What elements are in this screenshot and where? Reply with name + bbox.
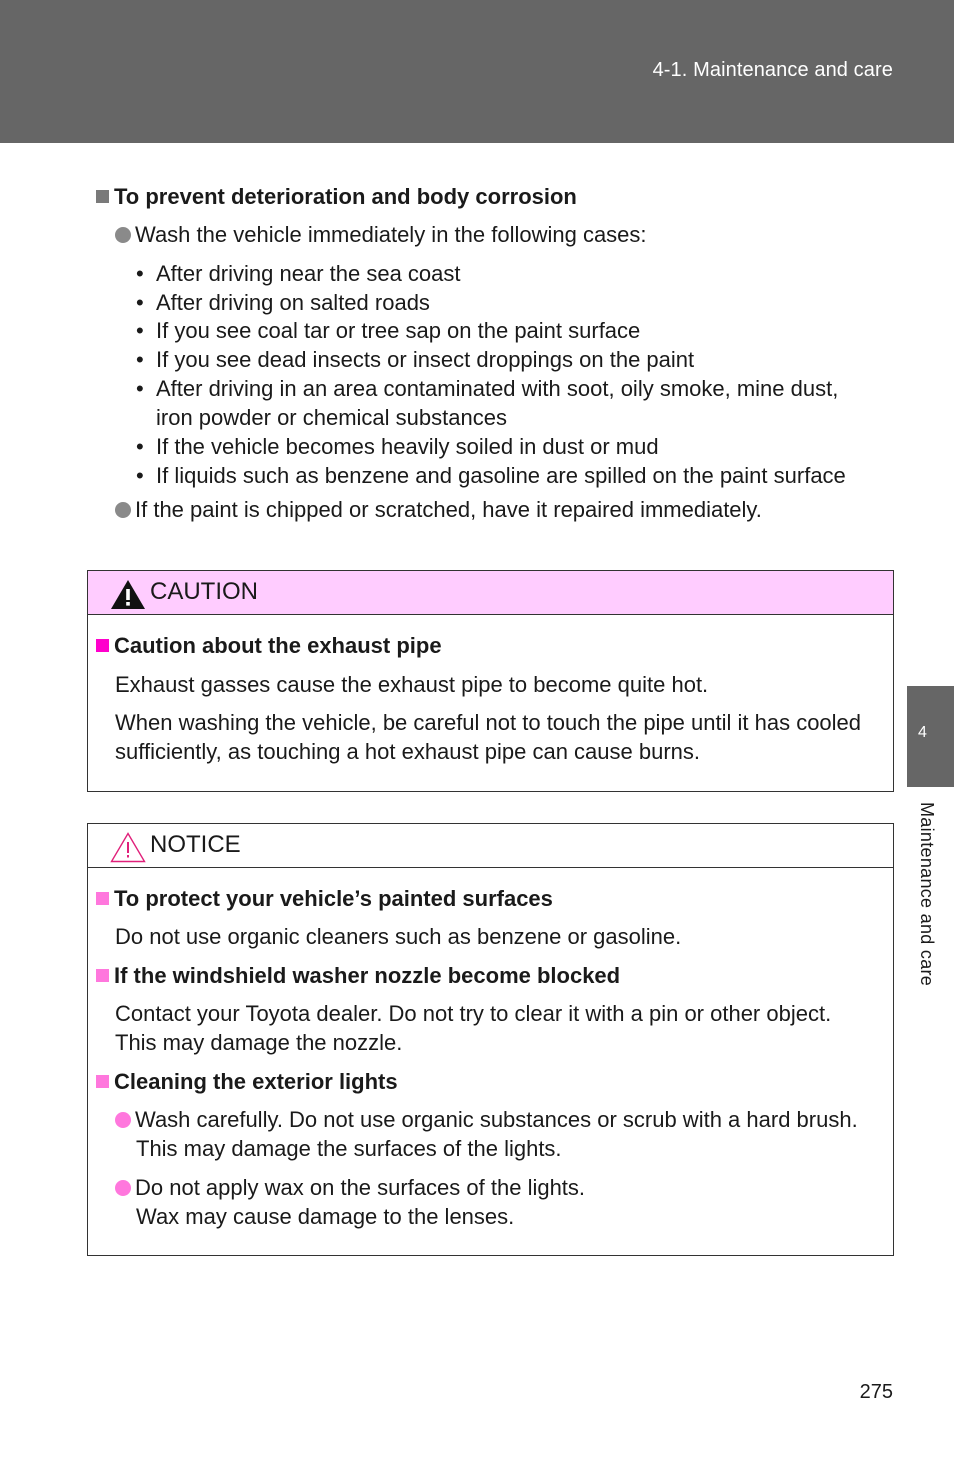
- notice-heading: Cleaning the exterior lights: [96, 1067, 398, 1096]
- list-bullet: •: [136, 434, 144, 459]
- circle-bullet-icon: [115, 1180, 131, 1196]
- square-bullet-icon: [96, 639, 109, 652]
- square-bullet-icon: [96, 1075, 109, 1088]
- wash-cases-item: Wash the vehicle immediately in the following cases:: [115, 220, 647, 249]
- notice-bullet-continuation: Wax may cause damage to the lenses.: [136, 1204, 515, 1229]
- notice-bullet-item: Wash carefully. Do not use organic substances or scrub with a hard brush.: [115, 1105, 858, 1134]
- warning-triangle-icon: [110, 579, 146, 610]
- circle-bullet-icon: [115, 1112, 131, 1128]
- notice-bullet-item: Do not apply wax on the surfaces of the lights.: [115, 1173, 585, 1202]
- list-item: After driving in an area contaminated with soot, oily smoke, mine dust,: [156, 376, 839, 401]
- caution-paragraph: When washing the vehicle, be careful not to touch the pipe until it has cooled: [115, 710, 862, 735]
- notice-triangle-icon: [110, 832, 146, 863]
- page-number: 275: [859, 1381, 893, 1403]
- notice-paragraph: This may damage the nozzle.: [115, 1030, 403, 1055]
- caution-title: CAUTION: [150, 578, 258, 605]
- list-bullet: •: [136, 290, 144, 315]
- list-item: After driving on salted roads: [156, 290, 430, 315]
- chapter-tab-label: Maintenance and care: [917, 802, 937, 987]
- list-item: If you see dead insects or insect droppings on the paint: [156, 347, 695, 372]
- list-bullet: •: [136, 318, 144, 343]
- chapter-tab: [907, 686, 954, 787]
- caution-paragraph: Exhaust gasses cause the exhaust pipe to become quite hot.: [115, 672, 709, 697]
- notice-heading: To protect your vehicle’s painted surfaces: [96, 884, 553, 913]
- notice-header: [88, 824, 893, 868]
- notice-heading: If the windshield washer nozzle become blocked: [96, 961, 620, 990]
- caution-paragraph: sufficiently, as touching a hot exhaust pipe can cause burns.: [115, 739, 700, 764]
- circle-bullet-icon: [115, 227, 131, 243]
- notice-title: NOTICE: [150, 831, 241, 858]
- list-item: After driving near the sea coast: [156, 261, 461, 286]
- notice-paragraph: Contact your Toyota dealer. Do not try to clear it with a pin or other object.: [115, 1001, 832, 1026]
- section-heading: To prevent deterioration and body corrosion: [96, 182, 577, 211]
- notice-bullet-continuation: This may damage the surfaces of the lights.: [136, 1136, 562, 1161]
- square-bullet-icon: [96, 190, 109, 203]
- page-header: [0, 0, 954, 143]
- square-bullet-icon: [96, 892, 109, 905]
- list-item: If the vehicle becomes heavily soiled in dust or mud: [156, 434, 659, 459]
- list-bullet: •: [136, 463, 144, 488]
- notice-paragraph: Do not use organic cleaners such as benzene or gasoline.: [115, 924, 682, 949]
- circle-bullet-icon: [115, 502, 131, 518]
- list-bullet: •: [136, 376, 144, 401]
- chapter-title: 4-1. Maintenance and care: [652, 59, 893, 81]
- list-item-continuation: iron powder or chemical substances: [156, 405, 507, 430]
- caution-heading: Caution about the exhaust pipe: [96, 631, 442, 660]
- chapter-tab-number: 4: [918, 724, 927, 741]
- list-item: If you see coal tar or tree sap on the paint surface: [156, 318, 641, 343]
- paint-repair-item: If the paint is chipped or scratched, have it repaired immediately.: [115, 495, 762, 524]
- list-item: If liquids such as benzene and gasoline are spilled on the paint surface: [156, 463, 846, 488]
- caution-header: [88, 571, 893, 615]
- list-bullet: •: [136, 347, 144, 372]
- square-bullet-icon: [96, 969, 109, 982]
- list-bullet: •: [136, 261, 144, 286]
